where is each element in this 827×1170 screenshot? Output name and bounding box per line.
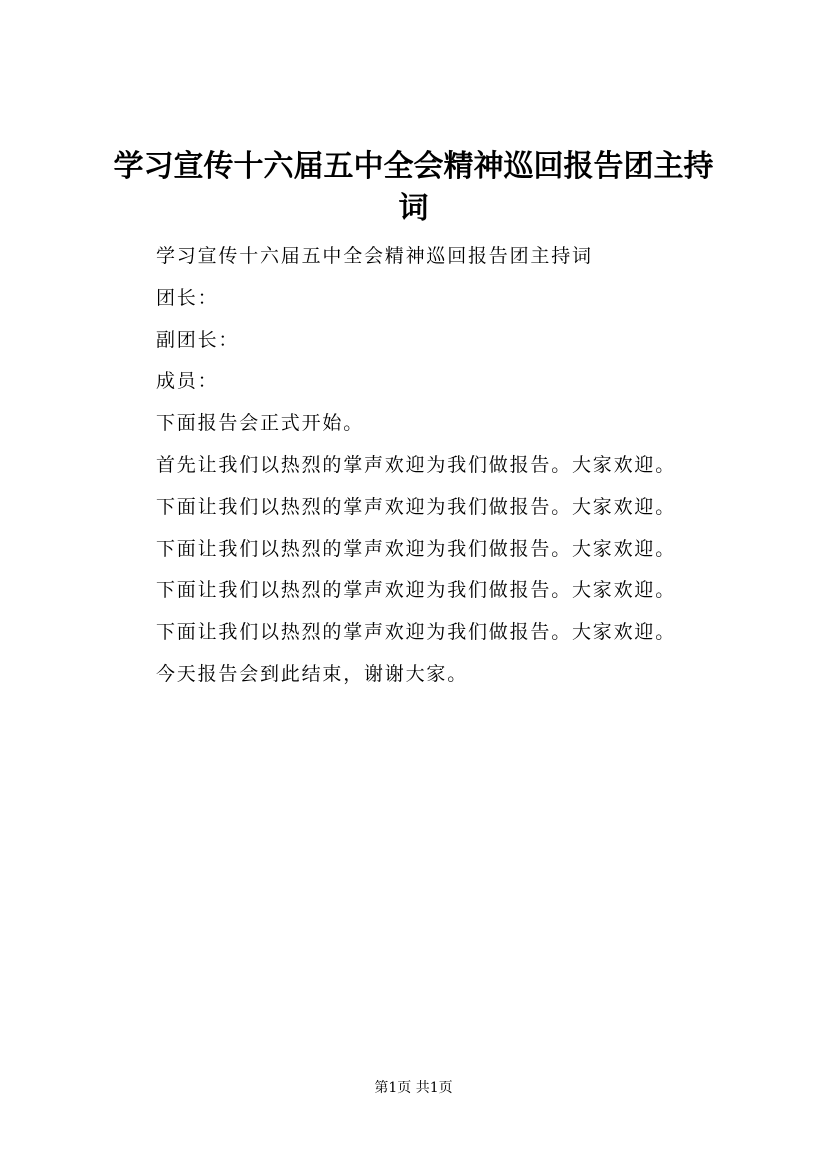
document-title: 学习宣传十六届五中全会精神巡回报告团主持词 <box>113 149 714 226</box>
page-footer: 第1页 共1页 <box>374 1080 453 1096</box>
paragraph-welcome: 下面让我们以热烈的掌声欢迎为我们做报告。大家欢迎。 <box>156 537 677 560</box>
paragraph-members: 成员： <box>156 370 219 393</box>
document-body <box>156 236 716 696</box>
paragraph-welcome: 下面让我们以热烈的掌声欢迎为我们做报告。大家欢迎。 <box>156 621 677 644</box>
paragraph-subtitle: 学习宣传十六届五中全会精神巡回报告团主持词 <box>156 245 593 267</box>
paragraph-welcome: 下面让我们以热烈的掌声欢迎为我们做报告。大家欢迎。 <box>156 579 677 602</box>
paragraph-welcome-first: 首先让我们以热烈的掌声欢迎为我们做报告。大家欢迎。 <box>156 453 677 476</box>
paragraph-leader: 团长： <box>156 286 219 309</box>
paragraph-opening: 下面报告会正式开始。 <box>156 412 365 435</box>
paragraph-welcome: 下面让我们以热烈的掌声欢迎为我们做报告。大家欢迎。 <box>156 495 677 518</box>
paragraph-closing: 今天报告会到此结束，谢谢大家。 <box>156 662 469 685</box>
paragraph-deputy-leader: 副团长： <box>156 328 240 351</box>
